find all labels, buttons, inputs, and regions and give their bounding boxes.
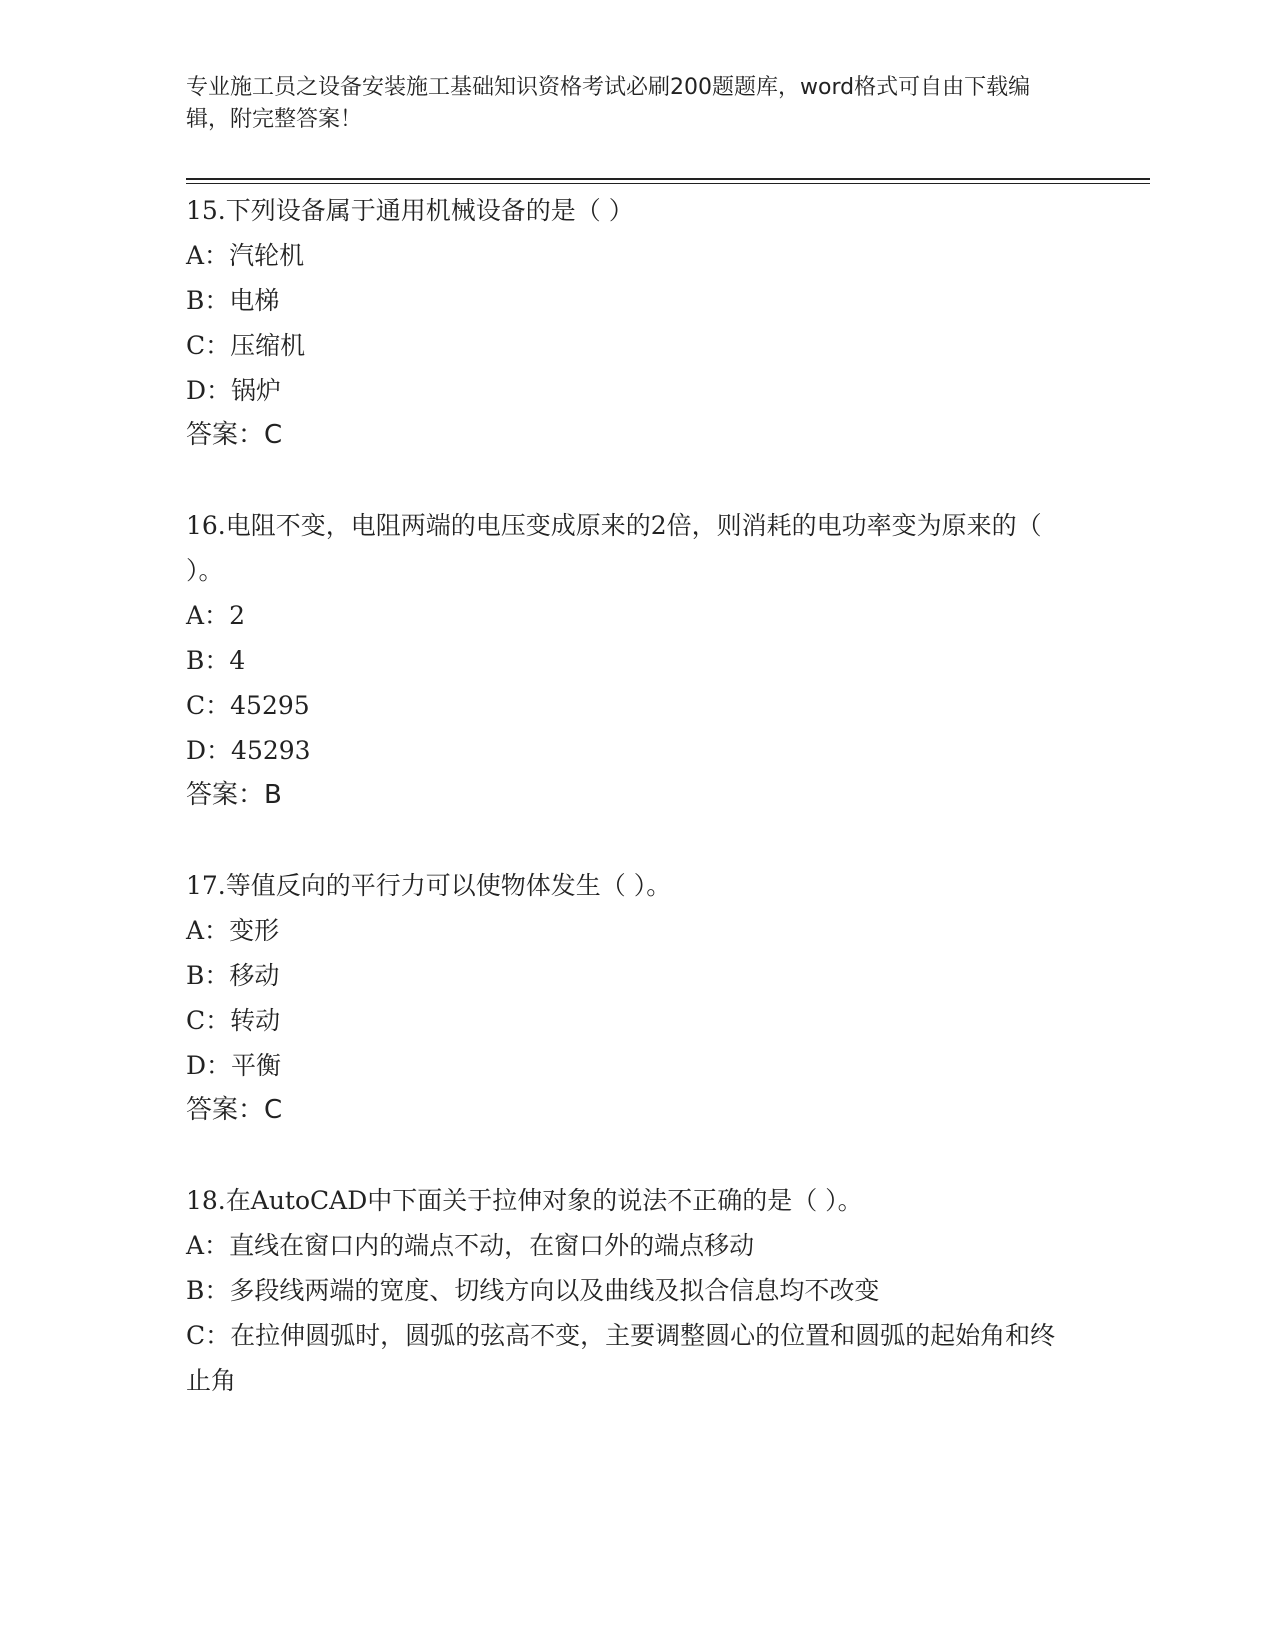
option-text: 变形 [229, 916, 280, 945]
option-text: 锅炉 [231, 376, 282, 405]
option-text: 2 [229, 601, 245, 630]
option-key: B： [186, 646, 230, 675]
question-spacer [186, 1133, 1086, 1178]
option-c [186, 1313, 1066, 1403]
option-d [186, 368, 1086, 413]
option-c [186, 998, 1086, 1043]
option-text: 45295 [230, 691, 310, 720]
question-18 [186, 1178, 1086, 1403]
question-16 [186, 503, 1086, 818]
option-text: 电梯 [229, 286, 280, 315]
option-b [186, 638, 1086, 683]
option-key: B： [186, 1276, 230, 1305]
option-d [186, 1043, 1086, 1088]
question-spacer [186, 458, 1086, 503]
option-key: A： [186, 241, 230, 270]
option-text: 多段线两端的宽度、切线方向以及曲线及拟合信息均不改变 [229, 1276, 880, 1305]
question-15 [186, 188, 1086, 458]
question-text: 17.等值反向的平行力可以使物体发生（ ）。 [186, 871, 672, 900]
answer-label: 答案：C [186, 1095, 283, 1125]
option-text: 转动 [230, 1006, 281, 1035]
option-key: C： [186, 691, 231, 720]
option-key: C： [186, 1321, 231, 1350]
option-a [186, 233, 1086, 278]
option-text: 45293 [231, 736, 311, 765]
option-a [186, 593, 1086, 638]
question-text: 18.在AutoCAD中下面关于拉伸对象的说法不正确的是（ ）。 [186, 1186, 863, 1215]
option-b [186, 953, 1086, 998]
option-key: B： [186, 286, 230, 315]
question-list [186, 188, 1086, 1403]
option-key: D： [186, 1051, 232, 1080]
option-a [186, 908, 1086, 953]
answer-label: 答案：B [186, 780, 282, 810]
option-text: 汽轮机 [229, 241, 305, 270]
question-17 [186, 863, 1086, 1133]
option-key: D： [186, 376, 232, 405]
option-key: A： [186, 601, 230, 630]
option-text: 在拉伸圆弧时，圆弧的弦高不变，主要调整圆心的位置和圆弧的起始角和终止角 [186, 1321, 1056, 1395]
option-text: 压缩机 [230, 331, 306, 360]
option-b [186, 1268, 1086, 1313]
option-b [186, 278, 1086, 323]
option-text: 4 [229, 646, 246, 675]
option-key: A： [186, 916, 230, 945]
question-text: 16.电阻不变，电阻两端的电压变成原来的2倍，则消耗的电功率变为原来的（ ）。 [186, 511, 1042, 585]
option-text: 直线在窗口内的端点不动，在窗口外的端点移动 [229, 1231, 755, 1260]
option-d [186, 728, 1086, 773]
option-c [186, 323, 1086, 368]
document-header: 专业施工员之设备安装施工基础知识资格考试必刷200题题库，word格式可自由下载编辑，附完整答案！ [186, 75, 1031, 132]
question-spacer [186, 818, 1086, 863]
option-a [186, 1223, 1086, 1268]
question-text: 15.下列设备属于通用机械设备的是（ ） [186, 196, 634, 225]
header-divider [186, 178, 1150, 184]
option-text: 平衡 [231, 1051, 282, 1080]
option-c [186, 683, 1086, 728]
option-key: B： [186, 961, 230, 990]
answer-label: 答案：C [186, 420, 283, 450]
option-key: C： [186, 331, 231, 360]
option-key: C： [186, 1006, 231, 1035]
option-key: D： [186, 736, 232, 765]
option-key: A： [186, 1231, 230, 1260]
option-text: 移动 [229, 961, 280, 990]
